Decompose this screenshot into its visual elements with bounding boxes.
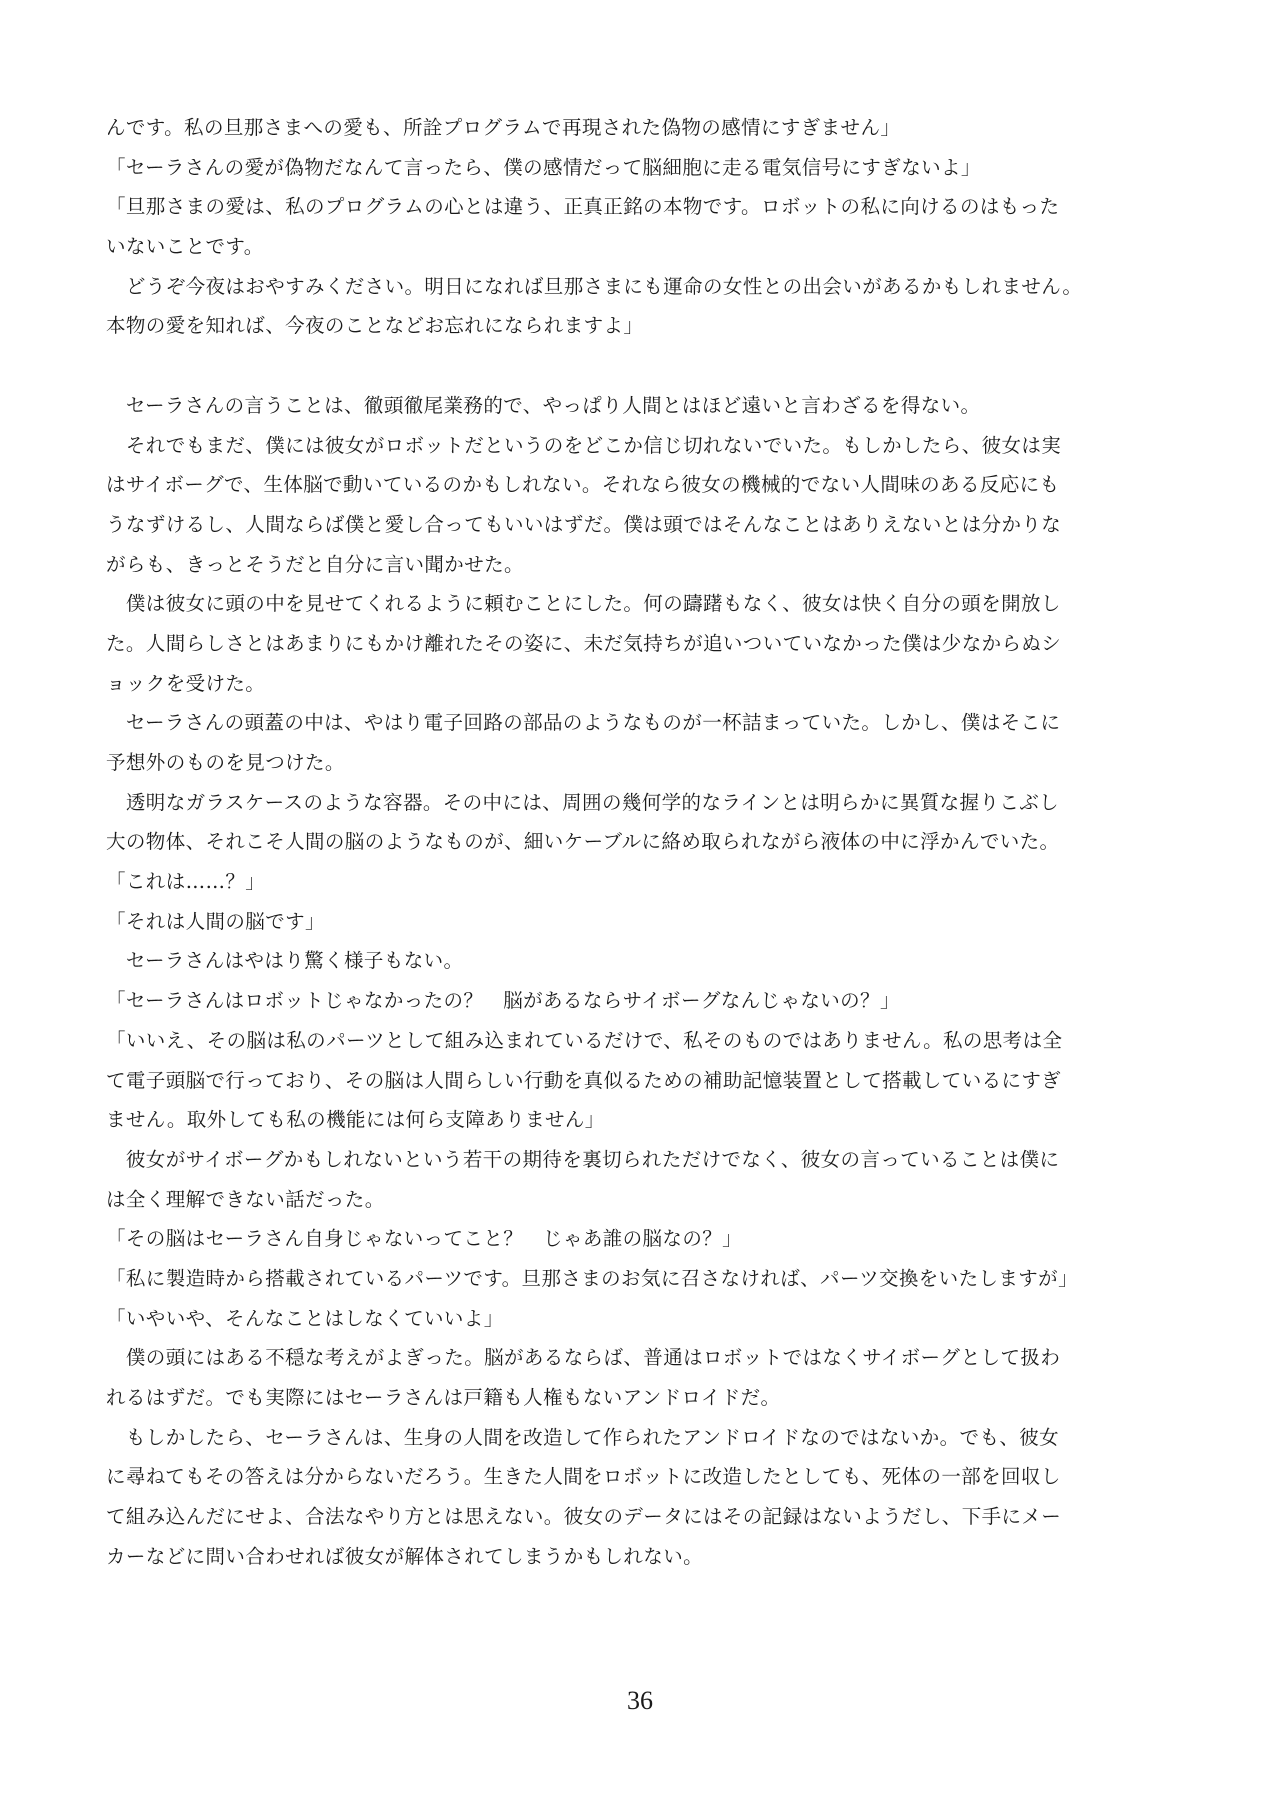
blank-line	[106, 346, 1186, 386]
text-line: 「セーラさんの愛が偽物だなんて言ったら、僕の感情だって脳細胞に走る電気信号にすぎないよ」	[106, 155, 981, 179]
text-line: 「セーラさんはロボットじゃなかったの？ 脳があるならサイボーグなんじゃないの？」	[106, 989, 900, 1013]
text-line: 「旦那さまの愛は、私のプログラムの心とは違う、正真正銘の本物です。ロボットの私に向けるのはもった	[106, 195, 1060, 219]
text-line: んです。私の旦那さまへの愛も、所詮プログラムで再現された偽物の感情にすぎません」	[106, 116, 901, 139]
text-line: 彼女がサイボーグかもしれないという若干の期待を裏切られただけでなく、彼女の言っていることは僕に	[106, 1147, 1060, 1171]
text-line: 「私に製造時から搭載されているパーツです。旦那さまのお気に召さなければ、パーツ交換をいたしますが」	[106, 1266, 1078, 1290]
page-number: 36	[627, 1686, 653, 1715]
text-line: ョックを受けた。	[106, 671, 266, 695]
text-line: うなずけるし、人間ならば僕と愛し合ってもいいはずだ。僕は頭ではそんなことはありえないとは分かりな	[106, 512, 1062, 536]
text-line: は全く理解できない話だった。	[106, 1187, 385, 1211]
text-line: 本物の愛を知れば、今夜のことなどお忘れになられますよ」	[106, 314, 644, 338]
text-line: ません。取外しても私の機能には何ら支障ありません」	[106, 1108, 605, 1132]
text-line: れるはずだ。でも実際にはセーラさんは戸籍も人権もないアンドロイドだ。	[106, 1386, 781, 1409]
text-line: 「これは……？」	[106, 870, 266, 894]
text-line: がらも、きっとそうだと自分に言い聞かせた。	[106, 552, 524, 576]
text-line: セーラさんの言うことは、徹頭徹尾業務的で、やっぱり人間とはほど遠いと言わざるを得ない。	[106, 393, 981, 417]
text-line: に尋ねてもその答えは分からないだろう。生きた人間をロボットに改造したとしても、死体の一部を回収し	[106, 1465, 1061, 1489]
text-line: カーなどに問い合わせれば彼女が解体されてしまうかもしれない。	[106, 1544, 704, 1568]
text-line: 「それは人間の脳です」	[106, 909, 325, 933]
text-line: はサイボーグで、生体脳で動いているのかもしれない。それなら彼女の機械的でない人間味のある反応にも	[106, 473, 1060, 497]
text-line: て電子頭脳で行っており、その脳は人間らしい行動を真似るための補助記憶装置として搭載しているにすぎ	[106, 1068, 1062, 1092]
text-line: セーラさんの頭蓋の中は、やはり電子回路の部品のようなものが一杯詰まっていた。しかし、僕はそこに	[106, 711, 1061, 735]
text-line: 「いいえ、その脳は私のパーツとして組み込まれているだけで、私そのものではありません。私の思考は全	[106, 1028, 1063, 1052]
text-line: セーラさんはやはり驚く様子もない。	[106, 949, 464, 973]
text-line: どうぞ今夜はおやすみください。明日になれば旦那さまにも運命の女性との出会いがあるかもしれません。	[106, 274, 1083, 298]
text-line: それでもまだ、僕には彼女がロボットだというのをどこか信じ切れないでいた。もしかしたら、彼女は実	[106, 433, 1062, 457]
text-line: 大の物体、それこそ人間の脳のようなものが、細いケーブルに絡め取られながら液体の中に浮かんでいた。	[106, 830, 1060, 854]
text-line: もしかしたら、セーラさんは、生身の人間を改造して作られたアンドロイドなのではないか。でも、彼女	[106, 1425, 1060, 1449]
text-line: て組み込んだにせよ、合法なやり方とは思えない。彼女のデータにはその記録はないようだし、下手にメー	[106, 1505, 1062, 1529]
text-line: 「いやいや、そんなことはしなくていいよ」	[106, 1306, 504, 1330]
text-line: 「その脳はセーラさん自身じゃないってこと？ じゃあ誰の脳なの？」	[106, 1227, 743, 1251]
text-line: た。人間らしさとはあまりにもかけ離れたその姿に、未だ気持ちが追いついていなかった僕は少なからぬシ	[106, 631, 1062, 655]
text-line: いないことです。	[106, 235, 264, 259]
text-line: 僕は彼女に頭の中を見せてくれるように頼むことにした。何の躊躇もなく、彼女は快く自分の頭を開放し	[106, 592, 1061, 616]
text-line: 透明なガラスケースのような容器。その中には、周囲の幾何学的なラインとは明らかに異質な握りこぶし	[106, 790, 1060, 814]
text-line: 予想外のものを見つけた。	[106, 751, 345, 774]
body-text	[106, 108, 1186, 1576]
text-line: 僕の頭にはある不穏な考えがよぎった。脳があるならば、普通はロボットではなくサイボーグとして扱わ	[106, 1346, 1061, 1370]
